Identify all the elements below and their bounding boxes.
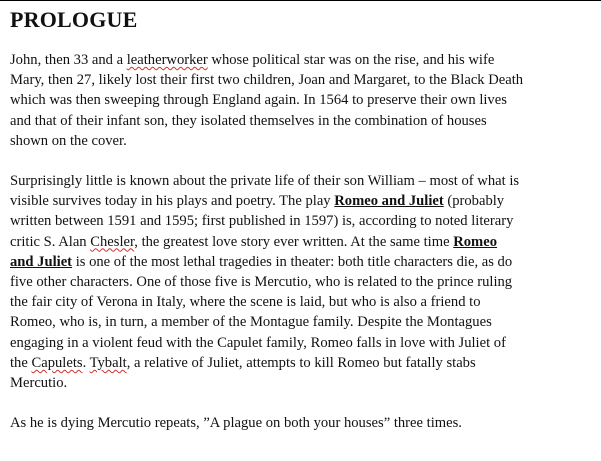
spellcheck-word[interactable]: Chesler (90, 233, 135, 250)
top-border-line (0, 0, 601, 1)
paragraph-2 (10, 171, 600, 393)
paragraph-2-line: the fair city of Verona in Italy, where the scene is laid, but who is also a friend to (10, 294, 481, 311)
paragraph-2-line (10, 232, 600, 252)
paragraph-2-line: Surprisingly little is known about the private life of their son William – most of what is (10, 173, 520, 190)
paragraph-2-line (10, 353, 600, 373)
text-run: John, then 33 and a (10, 52, 127, 68)
text-run: (probably (443, 193, 505, 210)
paragraph-1-line: and that of their infant son, they isolated themselves in the combination of houses (10, 112, 487, 129)
spellcheck-word[interactable]: Capulets (31, 354, 83, 371)
play-title: Romeo and Juliet (334, 193, 444, 210)
paragraph-2-line: five other characters. One of those five is Mercutio, who is related to the prince ruling (10, 274, 513, 291)
play-title: and Juliet (10, 253, 73, 270)
text-run: whose political star was on the rise, and his wife (207, 52, 495, 68)
text-run: visible survives today in his plays and poetry. The play (10, 193, 335, 210)
paragraph-2-line (10, 191, 600, 211)
page-heading: PROLOGUE (10, 7, 138, 32)
text-run: is one of the most lethal tragedies in theater: both title characters die, as do (72, 253, 513, 270)
play-title: Romeo (453, 233, 497, 250)
paragraph-1-line: which was then sweeping through England again. In 1564 to preserve their own lives (10, 92, 507, 109)
paragraph-1-line: Mary, then 27, likely lost their first two children, Joan and Margaret, to the Black Death (10, 72, 524, 89)
paragraph-1 (10, 50, 600, 151)
text-run: . (82, 354, 90, 371)
paragraph-1-line (10, 50, 600, 70)
text-run: , a relative of Juliet, attempts to kill Romeo but fatally stabs (126, 354, 476, 371)
document-body[interactable] (10, 5, 600, 453)
spellcheck-word[interactable]: Tybalt (89, 354, 127, 371)
text-run: critic S. Alan (10, 233, 91, 250)
paragraph-1-line: shown on the cover. (10, 132, 127, 149)
paragraph-2-line: engaging in a violent feud with the Capulet family, Romeo falls in love with Juliet of (10, 334, 506, 351)
paragraph-2-line: Romeo, who is, in turn, a member of the Montague family. Despite the Montagues (10, 314, 492, 331)
paragraph-2-line (10, 252, 600, 272)
paragraph-3-line: As he is dying Mercutio repeats, ”A plague on both your houses” three times. (10, 415, 462, 432)
text-run: the (10, 354, 32, 371)
paragraph-2-line: written between 1591 and 1595; first published in 1597) is, according to noted literary (10, 213, 514, 230)
paragraph-3 (10, 413, 600, 433)
paragraph-2-line: Mercutio. (10, 375, 68, 392)
text-run: , the greatest love story ever written. At the same time (134, 233, 454, 250)
spellcheck-word[interactable]: leatherworker (126, 52, 208, 68)
